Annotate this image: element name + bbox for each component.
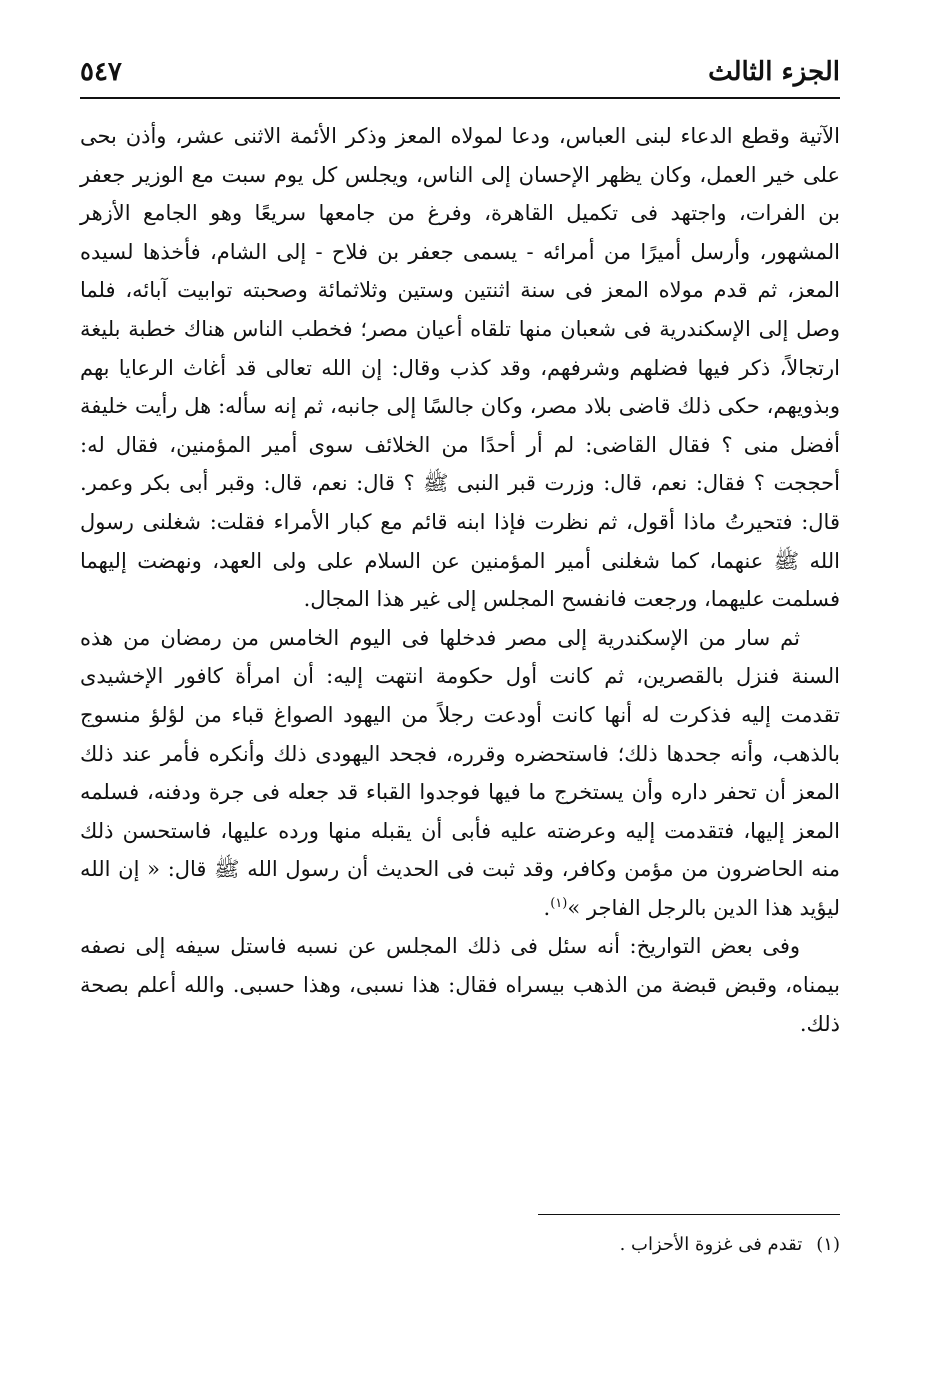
paragraph-2-text: ثم سار من الإسكندرية إلى مصر فدخلها فى اليوم الخامس من رمضان من هذه السنة فنزل بالقصرين، ثم كانت أول حكومة انتهت إليه: أن امرأة كافور الإخشيدى تقدمت إليه فذكرت له أنها كانت أودعت رجلاً من اليهود الصواغ قباء من لؤلؤ منسوج بالذهب، وأنه جحدها ذلك؛ فاستحضره وقرره، فجحد اليهودى ذلك وأنكره فأمر عند ذلك المعز أن تحفر داره وأن يستخرج ما فيها فوجدوا القباء قد جعله فى جرة ودفنه، فسلمه المعز إليها، فتقدمت إليه وعرضته عليه فأبى أن يقبله منها ورده عليها، فاستحسن ذلك منه الحاضرون من مؤمن وكافر، وقد ثبت فى الحديث أن رسول الله ﷺ قال: « إن الله ليؤيد هذا الدين بالرجل الفاجر »: [80, 625, 840, 920]
footnote-number: (١): [816, 1234, 840, 1255]
paragraph-2-tail: .: [543, 895, 551, 920]
page-header: [80, 52, 840, 92]
paragraph-2: [80, 619, 840, 928]
header-rule: [80, 97, 840, 99]
footnote-rule: [538, 1214, 840, 1215]
footnote-text: تقدم فى غزوة الأحزاب .: [619, 1234, 803, 1255]
footnote: [80, 1230, 840, 1260]
paragraph-3: [80, 927, 840, 1043]
footnote-reference: (١): [550, 895, 568, 911]
main-text: [80, 117, 840, 1043]
paragraph-1-text: الآتية وقطع الدعاء لبنى العباس، ودعا لمولاه المعز وذكر الأئمة الاثنى عشر، وأذن بحى على خير العمل، وكان يظهر الإحسان إلى الناس، ويجلس كل يوم سبت مع الوزير جعفر بن الفرات، واجتهد فى تكميل القاهرة، وفرغ من جامعها سريعًا وهو الجامع الأزهر المشهور، وأرسل أميرًا من أمرائه - يسمى جعفر بن فلاح - إلى الشام، فأخذها لسيده المعز، ثم قدم مولاه المعز فى سنة اثنتين وستين وثلاثمائة وصحبته توابيت آبائه، فلما وصل إلى الإسكندرية فى شعبان منها تلقاه أعيان مصر؛ فخطب الناس هناك خطبة بليغة ارتجالاً، ذكر فيها فضلهم وشرفهم، وقد كذب وقال: إن الله تعالى قد أغاث الرعايا بهم وبذويهم، حكى ذلك قاضى بلاد مصر، وكان جالسًا إلى جانبه، ثم إنه سأله: هل رأيت خليفة أفضل منى ؟ فقال القاضى: لم أر أحدًا من الخلائف سوى أمير المؤمنين، فقال له: أحججت ؟ فقال: نعم، قال: وزرت قبر النبى ﷺ ؟ قال: نعم، قال: وقبر أبى بكر وعمر. قال: فتحيرتُ ماذا أقول، ثم نظرت فإذا ابنه قائم مع كبار الأمراء فقلت: شغلنى رسول الله ﷺ عنهما، كما شغلنى أمير المؤمنين عن السلام على ولى العهد، ونهضت إليهما فسلمت عليهما، ورجعت فانفسح المجلس إلى غير هذا المجال.: [80, 124, 840, 612]
paragraph-3-text: وفى بعض التواريخ: أنه سئل فى ذلك المجلس عن نسبه فاستل سيفه إلى نصفه بيمناه، وقبض قبضة من الذهب بيسراه فقال: هذا نسبى، وهذا حسبى. والله أعلم بصحة ذلك.: [80, 934, 840, 1036]
running-title: الجزء الثالث: [708, 57, 840, 87]
paragraph-1: [80, 117, 840, 619]
page-number: ٥٤٧: [80, 57, 122, 87]
